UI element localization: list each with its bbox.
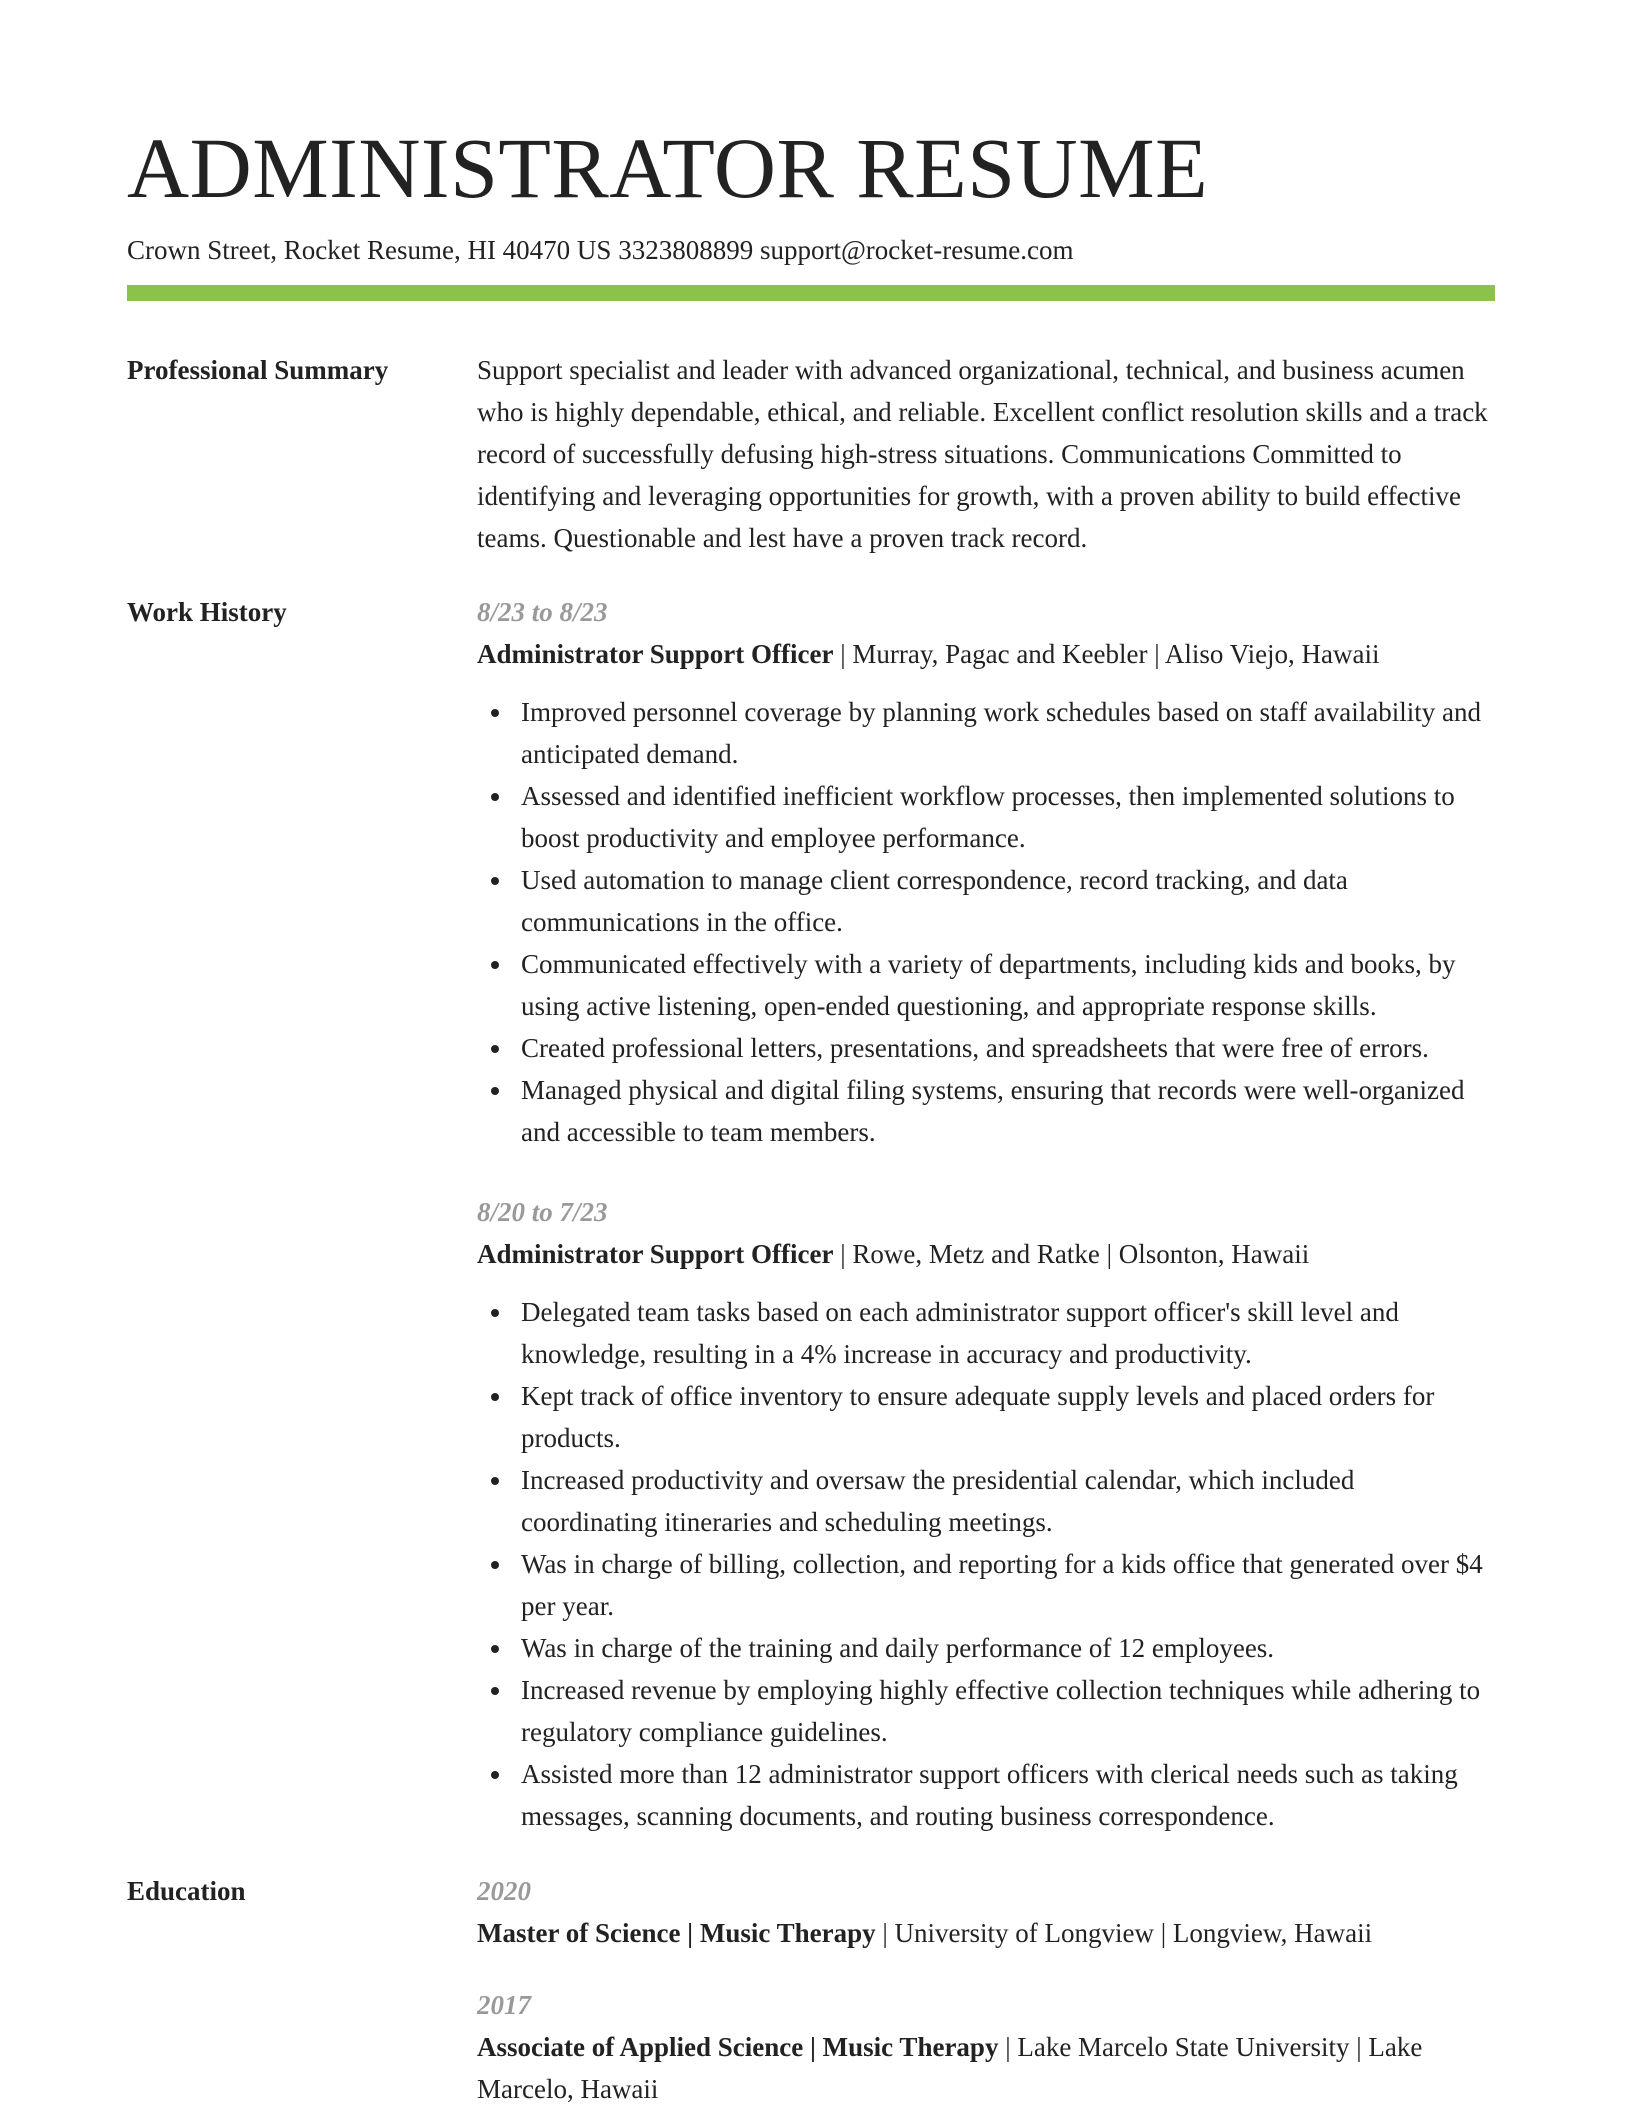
job-bullet-text: Improved personnel coverage by planning work schedules based on staff availability and anticipated demand. [521,697,1481,769]
summary-label: Professional Summary [127,355,389,385]
job-entry [477,1191,1495,1837]
education-degree: Associate of Applied Science | Music Therapy [477,2032,999,2062]
education-entry [477,1984,1495,2110]
bullet-icon [491,1087,499,1095]
education-body [477,1870,1495,2110]
job-bullet-text: Kept track of office inventory to ensure adequate supply levels and placed orders for products. [521,1381,1435,1453]
job-bullet-list [477,1291,1495,1837]
job-bullet [477,1627,1495,1669]
job-dates: 8/20 to 7/23 [477,1197,608,1227]
work-history-section [127,591,1495,1837]
job-bullet [477,943,1495,1027]
job-bullet-text: Created professional letters, presentations, and spreadsheets that were free of errors. [521,1033,1429,1063]
job-bullet [477,775,1495,859]
summary-section [127,349,1495,559]
job-bullet [477,1459,1495,1543]
job-bullet-text: Managed physical and digital filing systems, ensuring that records were well-organized and accessible to team members. [521,1075,1465,1147]
job-dates: 8/23 to 8/23 [477,597,608,627]
job-bullet [477,691,1495,775]
job-bullet-text: Used automation to manage client correspondence, record tracking, and data communications in the office. [521,865,1348,937]
contact-line: Crown Street, Rocket Resume, HI 40470 US 3323808899 support@rocket-resume.com [127,235,1074,265]
job-bullet-text: Assessed and identified inefficient workflow processes, then implemented solutions to boost productivity and employee performance. [521,781,1455,853]
bullet-icon [491,1645,499,1653]
summary-text: Support specialist and leader with advanced organizational, technical, and business acumen who is highly dependable, ethical, and reliable. Excellent conflict resolution skills and a track record of successfully defusing high-stress situations. Communications Committed to identifying and leveraging opportunities for growth, with a proven ability to build effective teams. Questionable and lest have a proven track record. [477,355,1488,553]
bullet-icon [491,793,499,801]
job-bullet [477,1069,1495,1153]
bullet-icon [491,1309,499,1317]
bullet-icon [491,877,499,885]
work-history-body [477,591,1495,1837]
job-employer-location: | Murray, Pagac and Keebler | Aliso Viejo, Hawaii [833,639,1380,669]
job-bullet [477,1291,1495,1375]
resume-name-heading: ADMINISTRATOR RESUME [127,120,1209,216]
job-bullet [477,1753,1495,1837]
job-bullet-text: Communicated effectively with a variety of departments, including kids and books, by using active listening, open-ended questioning, and appropriate response skills. [521,949,1456,1021]
resume-page [127,0,1495,2110]
education-entry [477,1870,1495,1954]
job-title: Administrator Support Officer [477,1239,834,1269]
job-title: Administrator Support Officer [477,639,834,669]
job-employer-location: | Rowe, Metz and Ratke | Olsonton, Hawaii [833,1239,1310,1269]
education-year: 2020 [477,1876,531,1906]
bullet-icon [491,1687,499,1695]
job-bullet-text: Was in charge of billing, collection, and reporting for a kids office that generated over $4 per year. [521,1549,1483,1621]
education-heading [477,2026,1495,2110]
education-label: Education [127,1876,246,1906]
job-bullet-list [477,691,1495,1153]
bullet-icon [491,1393,499,1401]
bullet-icon [491,1045,499,1053]
work-history-label: Work History [127,597,287,627]
job-bullet-text: Assisted more than 12 administrator support officers with clerical needs such as taking messages, scanning documents, and routing business correspondence. [521,1759,1458,1831]
bullet-icon [491,1771,499,1779]
job-bullet-text: Increased revenue by employing highly effective collection techniques while adhering to regulatory compliance guidelines. [521,1675,1481,1747]
bullet-icon [491,961,499,969]
bullet-icon [491,709,499,717]
education-section [127,1870,1495,2110]
header-divider [127,285,1495,301]
job-bullet [477,1027,1495,1069]
job-bullet-text: Delegated team tasks based on each administrator support officer's skill level and knowledge, resulting in a 4% increase in accuracy and productivity. [521,1297,1399,1369]
education-heading [477,1912,1495,1954]
education-school-location: | University of Longview | Longview, Hawaii [875,1918,1373,1948]
job-bullet [477,1669,1495,1753]
job-entry [477,591,1495,1153]
job-heading [477,633,1495,675]
education-degree: Master of Science | Music Therapy [477,1918,876,1948]
job-heading [477,1233,1495,1275]
job-bullet-text: Increased productivity and oversaw the presidential calendar, which included coordinating itineraries and scheduling meetings. [521,1465,1355,1537]
job-bullet [477,859,1495,943]
education-school-location: | Lake Marcelo State University | Lake Marcelo, Hawaii [477,2032,1423,2104]
education-year: 2017 [477,1990,531,2020]
bullet-icon [491,1561,499,1569]
job-bullet [477,1543,1495,1627]
job-bullet [477,1375,1495,1459]
job-bullet-text: Was in charge of the training and daily performance of 12 employees. [521,1633,1275,1663]
bullet-icon [491,1477,499,1485]
